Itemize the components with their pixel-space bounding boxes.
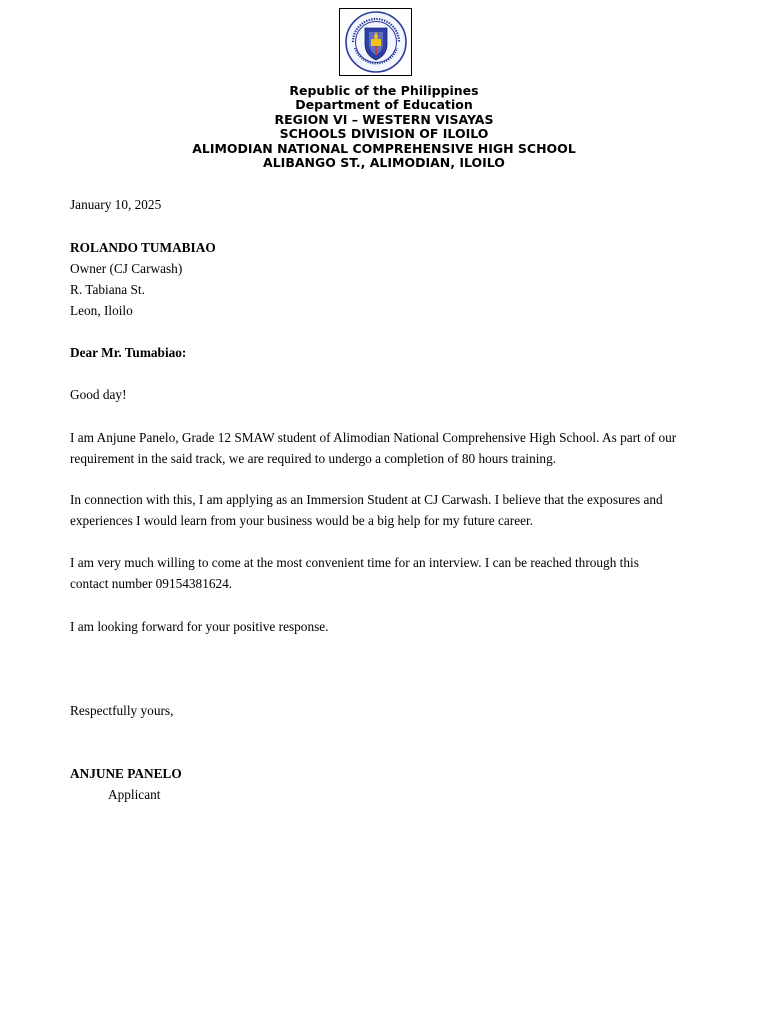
closing: Respectfully yours, (70, 703, 174, 718)
letterhead-school: ALIMODIAN NATIONAL COMPREHENSIVE HIGH SCHOOL (192, 140, 576, 156)
letterhead-republic: Republic of the Philippines (289, 83, 479, 98)
recipient-city: Leon, Iloilo (70, 303, 133, 318)
recipient-title: Owner (CJ Carwash) (70, 261, 183, 276)
paragraph-2 (70, 489, 680, 531)
letterhead-department: Department of Education (295, 97, 473, 113)
salutation: Dear Mr. Tumabiao: (70, 345, 187, 360)
salutation-block (70, 342, 680, 363)
paragraph-2-text: In connection with this, I am applying as an Immersion Student at CJ Carwash. I believe that the exposures and experiences I would learn from your business would be a big help for my future career. (70, 492, 663, 528)
closing-block (70, 700, 680, 721)
date-text: January 10, 2025 (70, 197, 162, 212)
deped-seal-icon (343, 11, 409, 73)
letterhead-address: ALIBANGO ST., ALIMODIAN, ILOILO (263, 155, 505, 171)
sender-name: ANJUNE PANELO (70, 766, 182, 781)
signature-block (70, 763, 680, 805)
greeting-block (70, 384, 680, 405)
recipient-block (70, 237, 680, 321)
paragraph-1 (70, 427, 680, 469)
letter-date (70, 194, 680, 215)
recipient-name: ROLANDO TUMABIAO (70, 240, 216, 255)
greeting: Good day! (70, 387, 127, 402)
paragraph-3-text: I am very much willing to come at the most convenient time for an interview. I can be reached through this contact number 09154381624. (70, 555, 639, 591)
recipient-street: R. Tabiana St. (70, 282, 145, 297)
letterhead-division: SCHOOLS DIVISION OF ILOILO (279, 126, 489, 142)
sender-role: Applicant (108, 787, 161, 802)
paragraph-4 (70, 616, 680, 637)
letterhead-region: REGION VI – WESTERN VISAYAS (274, 111, 494, 127)
paragraph-1-text: I am Anjune Panelo, Grade 12 SMAW student of Alimodian National Comprehensive High School. As part of our requirement in the said track, we are required to undergo a completion of 80 hours training. (70, 430, 677, 466)
letterhead (0, 84, 768, 170)
paragraph-4-text: I am looking forward for your positive response. (70, 619, 329, 634)
paragraph-3 (70, 552, 680, 594)
deped-seal-logo (339, 8, 412, 76)
